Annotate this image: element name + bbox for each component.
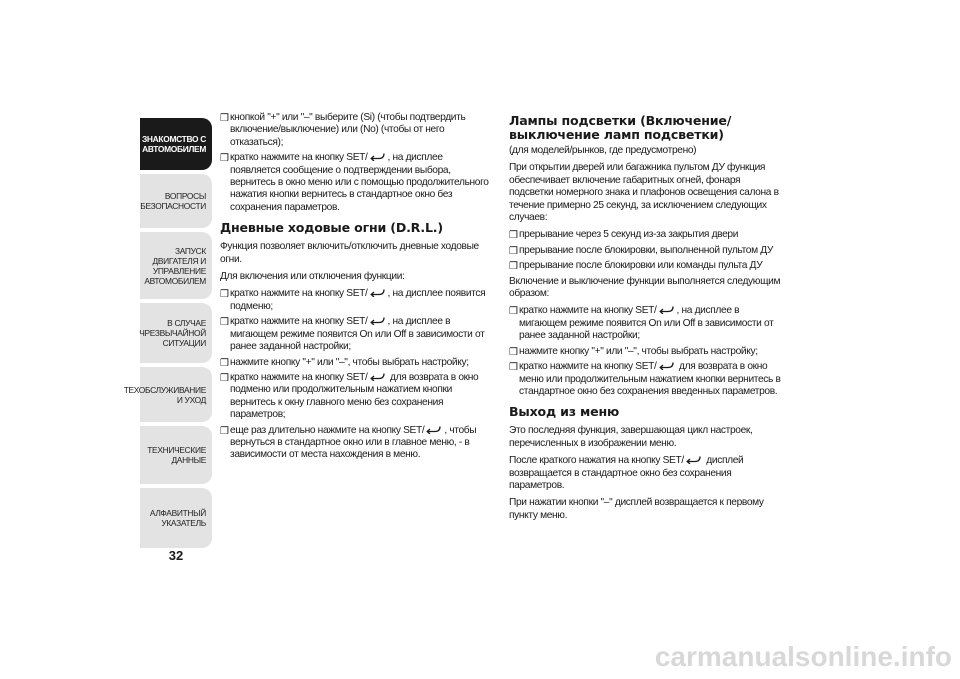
right-column (509, 112, 781, 527)
tab-label: ЗАПУСК ДВИГАТЕЛЯ И УПРАВЛЕНИЕ АВТОМОБИЛЕМ (144, 245, 206, 286)
list-item: ❒ еще раз длительно нажмите на кнопку SET/ , чтобы вернуться в стандартное окно или в главное меню, - в зависимости от места нахождения в меню. (220, 424, 477, 461)
list-item: ❒ кратко нажмите на кнопку SET/ , на дисплее появляется сообщение о подтверждении выбора, вернитесь в окно меню или с помощью продолжительного нажатия кнопки вернитесь в стандартное окно без сохранения параметров. (220, 152, 489, 213)
checkbox-bullet-icon: ❒ (509, 346, 518, 358)
chapter-tabs (123, 118, 212, 552)
tab-maintenance[interactable] (123, 367, 212, 422)
return-arrow-icon (685, 455, 702, 464)
checkbox-bullet-icon: ❒ (220, 153, 229, 165)
paragraph: Это последняя функция, завершающая цикл настроек, перечисленных в изображении меню. (509, 425, 753, 449)
list-item: ❒ прерывание через 5 секунд из-за закрытия двери (509, 229, 739, 242)
paragraph: При открытии дверей или багажника пультом ДУ функция обеспечивает включение габаритных огней, фонаря подсветки номерного знака и плафонов освещения салона в течение примерно 25 секунд, за исключением следующих случаев: (509, 162, 779, 224)
list-item: ❒ прерывание после блокировки, выполненной пультом ДУ (509, 244, 774, 257)
market-note: (для моделей/рынков, где предусмотрено) (509, 145, 697, 156)
tab-label: ТЕХОБСЛУЖИВАНИЕ И УХОД (123, 384, 206, 405)
left-column (220, 112, 494, 465)
list-item: ❒ кратко нажмите на кнопку SET/ для возврата в окно меню или продолжительным нажатием кнопки вернитесь в стандартное окно без сохранения введенных параметров. (509, 361, 781, 397)
page-number: 32 (168, 548, 184, 563)
section-heading-exit-menu: Выход из меню (509, 404, 620, 420)
watermark: carmanualsonline.info (654, 641, 952, 672)
tab-emergency[interactable] (140, 303, 212, 363)
checkbox-bullet-icon: ❒ (509, 245, 518, 257)
return-arrow-icon (369, 372, 386, 381)
return-arrow-icon (425, 425, 442, 434)
list-item: ❒ нажмите кнопку "+" или "–", чтобы выбрать настройку; (509, 345, 758, 358)
list-item: ❒ кратко нажмите на кнопку SET/ , на дисплее в мигающем режиме появится On или Off в зависимости от ранее заданной настройки; (509, 305, 774, 342)
list-item: ❒ кратко нажмите на кнопку SET/ для возврата в окно подменю или продолжительным нажатием кнопки вернитесь к окну главного меню без сохранения параметров; (220, 371, 479, 421)
checkbox-bullet-icon: ❒ (509, 362, 518, 374)
paragraph: После краткого нажатия на кнопку SET/ дисплей возвращается в стандартное окно без сохранения параметров. (509, 455, 744, 491)
return-arrow-icon (369, 316, 386, 325)
tab-label: ТЕХНИЧЕСКИЕ ДАННЫЕ (147, 445, 206, 465)
checkbox-bullet-icon: ❒ (220, 289, 229, 301)
paragraph: Для включения или отключения функции: (220, 271, 405, 283)
paragraph: Включение и выключение функции выполняется следующим образом: (509, 275, 781, 300)
checkbox-bullet-icon: ❒ (220, 317, 229, 329)
checkbox-bullet-icon: ❒ (220, 113, 229, 124)
section-heading-courtesy-lights: Лампы подсветки (Включение/выключение ламп подсветки) (509, 113, 732, 142)
checkbox-bullet-icon: ❒ (509, 230, 518, 242)
tab-starting-and-driving[interactable] (140, 232, 212, 299)
list-item: ❒ кнопкой "+" или "–" выберите (Si) (чтобы подтвердить включение/выключение) или (No) (чтобы от него отказаться); (220, 112, 466, 148)
checkbox-bullet-icon: ❒ (509, 306, 518, 318)
list-item: ❒ нажмите кнопку "+" или "–", чтобы выбрать настройку; (220, 356, 469, 369)
tab-getting-to-know-car[interactable] (140, 118, 212, 170)
tab-safety[interactable] (140, 174, 212, 228)
return-arrow-icon (369, 288, 386, 297)
tab-label: АЛФАВИТНЫЙ УКАЗАТЕЛЬ (149, 508, 206, 528)
return-arrow-icon (369, 152, 386, 161)
section-heading-drl: Дневные ходовые огни (D.R.L.) (220, 220, 443, 236)
tab-index[interactable] (140, 488, 212, 548)
return-arrow-icon (658, 305, 675, 314)
paragraph: Функция позволяет включить/отключить дневные ходовые огни. (220, 241, 479, 265)
return-arrow-icon (658, 361, 675, 370)
checkbox-bullet-icon: ❒ (220, 372, 229, 384)
checkbox-bullet-icon: ❒ (509, 261, 518, 273)
list-item: ❒ кратко нажмите на кнопку SET/ , на дисплее появится подменю; (220, 288, 486, 312)
list-item: ❒ кратко нажмите на кнопку SET/ , на дисплее в мигающем режиме появится On или Off в зависимости от ранее заданной настройки; (220, 316, 485, 353)
tab-label: В СЛУЧАЕ ЧРЕЗВЫЧАЙНОЙ СИТУАЦИИ (139, 318, 206, 348)
tab-label: ВОПРОСЫ БЕЗОПАСНОСТИ (140, 191, 206, 211)
list-item: ❒ прерывание после блокировки или команды пульта ДУ (509, 260, 763, 273)
checkbox-bullet-icon: ❒ (220, 425, 229, 437)
checkbox-bullet-icon: ❒ (220, 357, 229, 369)
tab-technical-data[interactable] (140, 426, 212, 484)
tab-label: ЗНАКОМСТВО С АВТОМОБИЛЕМ (141, 134, 206, 154)
paragraph: При нажатии кнопки "–" дисплей возвращается к первому пункту меню. (509, 497, 764, 521)
